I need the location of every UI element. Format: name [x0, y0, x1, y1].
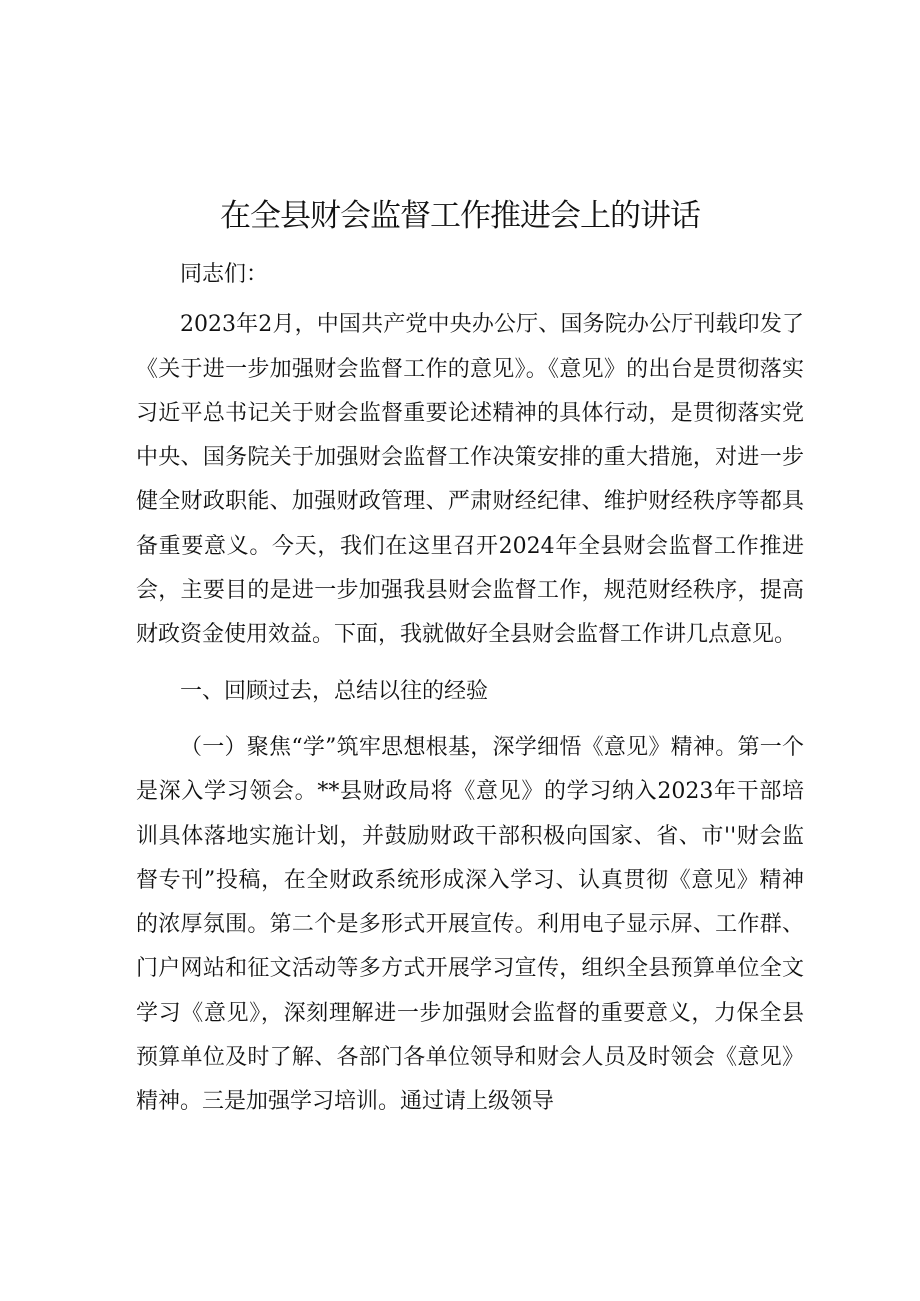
greeting: 同志们： — [180, 262, 269, 287]
intro-paragraph: 2023年2月，中国共产党中央办公厅、国务院办公厅刊载印发了《关于进一步加强财会监督工作的意见》。《意见》的出台是贯彻落实习近平总书记关于财会监督重要论述精神的具体行动，是贯彻落实党中央、国务院关于加强财会监督工作决策安排的重大措施，对进一步健全财政职能、加强财政管理、严肃财经纪律、维护财经秩序等都具备重要意义。今天，我们在这里召开2024年全县财会监督工作推进会，主要目的是进一步加强我县财会监督工作，规范财经秩序，提高财政资金使用效益。下面，我就做好全县财会监督工作讲几点意见。 — [136, 312, 804, 648]
subsection-paragraph: （一）聚焦“学”筑牢思想根基，深学细悟《意见》精神。第一个是深入学习领会。**县财政局将《意见》的学习纳入2023年干部培训具体落地实施计划，并鼓励财政干部积极向国家、省、市''财会监督专刊”投稿，在全财政系统形成深入学习、认真贯彻《意见》精神的浓厚氛围。第二个是多形式开展宣传。利用电子显示屏、工作群、门户网站和征文活动等多方式开展学习宣传，组织全县预算单位全文学习《意见》，深刻理解进一步加强财会监督的重要意义，力保全县预算单位及时了解、各部门各单位领导和财会人员及时领会《意见》精神。三是加强学习培训。通过请上级领导 — [136, 734, 804, 1115]
document-body — [136, 253, 804, 1125]
section-heading: 一、回顾过去，总结以往的经验 — [180, 678, 489, 704]
document-title: 在全县财会监督工作推进会上的讲话 — [220, 198, 700, 234]
